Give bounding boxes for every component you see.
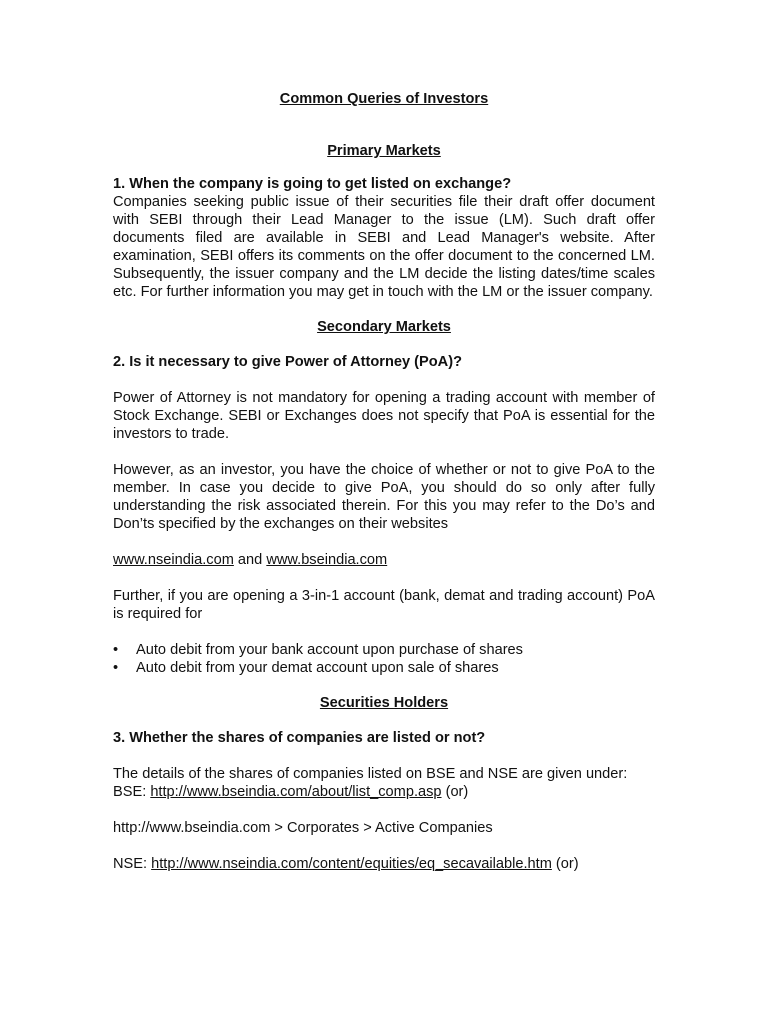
list-item — [113, 659, 655, 677]
answer-2-paragraph-3: Further, if you are opening a 3-in-1 account (bank, demat and trading account) PoA is required for — [113, 588, 655, 622]
section-heading-secondary-markets: Secondary Markets — [317, 319, 451, 335]
list-item-text: Auto debit from your demat account upon sale of shares — [136, 660, 499, 676]
bullet-icon: • — [113, 642, 119, 658]
section-heading-primary-markets: Primary Markets — [327, 143, 441, 159]
nse-listing-line — [113, 855, 655, 873]
bse-or-suffix: (or) — [441, 784, 469, 800]
answer-3-intro: The details of the shares of companies listed on BSE and NSE are given under: — [113, 766, 628, 782]
bse-website-link[interactable]: www.bseindia.com — [266, 552, 388, 568]
bse-label: BSE: — [113, 784, 151, 800]
section-heading-securities-holders: Securities Holders — [319, 695, 449, 711]
nse-website-link[interactable]: www.nseindia.com — [113, 552, 234, 568]
answer-1: Companies seeking public issue of their securities file their draft offer document with SEBI through their Lead Manager to the issue (LM). Such draft offer documents filed are available in SEBI and Lead Manager's website. After examination, SEBI offers its comments on the offer document to the concerned LM. Subsequently, the issuer company and the LM decide the listing dates/time scales etc. For further information you may get in touch with the LM or the issuer company. — [113, 194, 655, 300]
exchange-links-line — [113, 551, 655, 569]
nse-or-suffix: (or) — [551, 856, 579, 872]
list-item — [113, 641, 655, 659]
bse-navigation-path: http://www.bseindia.com > Corporates > Active Companies — [113, 820, 493, 836]
bse-list-companies-link[interactable]: http://www.bseindia.com/about/list_comp.asp — [150, 784, 442, 800]
question-1: 1. When the company is going to get listed on exchange? — [113, 176, 512, 192]
bse-listing-line — [113, 783, 655, 801]
nse-securities-available-link[interactable]: http://www.nseindia.com/content/equities/eq_secavailable.htm — [151, 856, 552, 872]
poa-requirements-list — [113, 641, 655, 677]
answer-2-paragraph-1: Power of Attorney is not mandatory for opening a trading account with member of Stock Exchange. SEBI or Exchanges does not specify that PoA is essential for the investors to trade. — [113, 390, 655, 442]
nse-label: NSE: — [113, 856, 152, 872]
answer-2-paragraph-2: However, as an investor, you have the choice of whether or not to give PoA to the member. In case you decide to give PoA, you should do so only after fully understanding the risk associated therein. For this you may refer to the Do’s and Don’ts specified by the exchanges on their websites — [113, 462, 655, 532]
bullet-icon: • — [113, 660, 119, 676]
question-2: 2. Is it necessary to give Power of Attorney (PoA)? — [113, 354, 462, 370]
links-conjunction: and — [233, 552, 267, 568]
document-page — [113, 88, 655, 873]
question-3: 3. Whether the shares of companies are listed or not? — [113, 730, 486, 746]
list-item-text: Auto debit from your bank account upon purchase of shares — [136, 642, 523, 658]
document-title: Common Queries of Investors — [279, 91, 489, 107]
